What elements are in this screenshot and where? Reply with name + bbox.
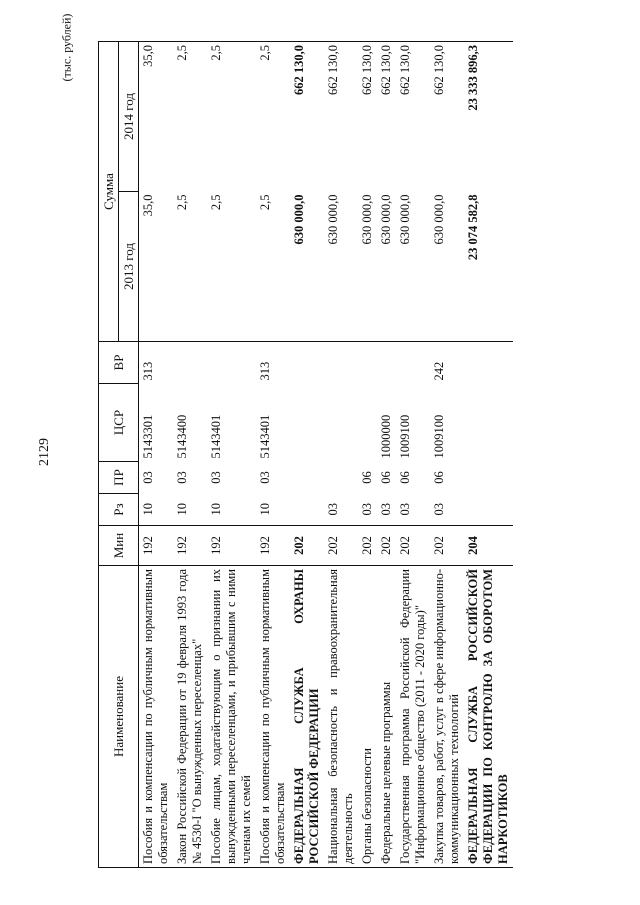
cell-2014: 662 130,0 xyxy=(358,42,377,192)
cell-name: ФЕДЕРАЛЬНАЯ СЛУЖБА ОХРАНЫ РОССИЙСКОЙ ФЕДЕРАЦИИ xyxy=(290,566,324,868)
table-row xyxy=(256,42,290,868)
cell-name: Органы безопасности xyxy=(358,566,377,868)
cell-2013: 630 000,0 xyxy=(398,194,412,245)
cell-csr xyxy=(324,384,358,462)
budget-table xyxy=(98,41,513,868)
cell-2014: 2,5 xyxy=(256,42,290,192)
header-min: Мин xyxy=(99,526,139,566)
cell-csr: 1009100 xyxy=(398,414,412,459)
cell-name: Пособия и компенсации по публичным нормативным обязательствам xyxy=(139,566,174,868)
cell-min: 202 xyxy=(358,526,377,566)
table-body xyxy=(139,42,514,868)
header-row xyxy=(99,42,119,868)
cell-rz: 10 xyxy=(209,503,223,516)
cell-2013: 35,0 xyxy=(141,194,155,217)
cell-vr: 313 xyxy=(256,342,290,384)
table-row xyxy=(464,42,513,868)
cell-2013: 2,5 xyxy=(258,194,272,211)
table-row xyxy=(139,42,174,868)
cell-min: 192 xyxy=(139,526,174,566)
cell-min: 204 xyxy=(464,526,513,566)
cell-2014: 2,5 xyxy=(173,42,207,192)
cell-2013: 2,5 xyxy=(175,194,189,211)
cell-csr: 5143400 xyxy=(175,414,189,459)
cell-rz: 03 xyxy=(432,503,446,516)
cell-vr xyxy=(324,342,358,384)
cell-vr xyxy=(396,342,430,384)
cell-2014: 662 130,0 xyxy=(324,42,358,192)
cell-2014: 35,0 xyxy=(139,42,174,192)
cell-rz xyxy=(290,494,324,526)
cell-2013: 2,5 xyxy=(209,194,223,211)
cell-name: Государственная программа Российской Федерации "Информационное общество (2011 - 2020 годы)" xyxy=(396,566,430,868)
cell-pr: 03 xyxy=(175,471,189,484)
cell-csr: 5143401 xyxy=(258,414,272,459)
cell-csr xyxy=(358,384,377,462)
cell-name: Национальная безопасность и правоохранительная деятельность xyxy=(324,566,358,868)
cell-min: 192 xyxy=(207,526,256,566)
cell-pr xyxy=(324,462,358,494)
cell-vr: 242 xyxy=(430,342,464,384)
cell-vr xyxy=(207,342,256,384)
header-pr: ПР xyxy=(99,462,139,494)
table-row xyxy=(324,42,358,868)
header-name: Наименование xyxy=(99,566,139,868)
cell-pr: 06 xyxy=(379,471,393,484)
cell-name: Пособия и компенсации по публичным нормативным обязательствам xyxy=(256,566,290,868)
cell-pr xyxy=(464,462,513,494)
cell-name: Пособие лицам, ходатайствующим о признании их вынужденными переселенцами, и прибывшим с ними членам их семей xyxy=(207,566,256,868)
header-sum: Сумма xyxy=(99,42,119,342)
cell-pr: 03 xyxy=(258,471,272,484)
table-row xyxy=(377,42,396,868)
cell-2014: 662 130,0 xyxy=(377,42,396,192)
cell-rz: 03 xyxy=(360,503,374,516)
cell-pr: 03 xyxy=(141,471,155,484)
table-row xyxy=(358,42,377,868)
cell-name: Закон Российской Федерации от 19 февраля 1993 года № 4530-I "О вынужденных переселенцах" xyxy=(173,566,207,868)
cell-min: 202 xyxy=(430,526,464,566)
cell-2014: 23 333 896,3 xyxy=(464,42,513,192)
units-label: (тыс. рублей) xyxy=(59,13,74,82)
cell-rz: 03 xyxy=(398,503,412,516)
cell-2014: 662 130,0 xyxy=(396,42,430,192)
cell-vr: 313 xyxy=(139,342,174,384)
cell-2014: 662 130,0 xyxy=(430,42,464,192)
cell-2013: 630 000,0 xyxy=(292,194,306,245)
cell-csr: 1000000 xyxy=(379,414,393,459)
cell-csr: 5143301 xyxy=(141,414,155,459)
cell-pr: 06 xyxy=(432,471,446,484)
cell-pr: 03 xyxy=(209,471,223,484)
cell-rz: 10 xyxy=(175,503,189,516)
table-row xyxy=(290,42,324,868)
cell-min: 202 xyxy=(377,526,396,566)
header-2014: 2014 год xyxy=(119,42,139,192)
cell-2013: 630 000,0 xyxy=(360,194,374,245)
cell-2013: 23 074 582,8 xyxy=(466,194,480,261)
cell-vr xyxy=(173,342,207,384)
table-row xyxy=(396,42,430,868)
cell-name: ФЕДЕРАЛЬНАЯ СЛУЖБА РОССИЙСКОЙ ФЕДЕРАЦИИ ПО КОНТРОЛЮ ЗА ОБОРОТОМ НАРКОТИКОВ xyxy=(464,566,513,868)
header-2013: 2013 год xyxy=(119,192,139,342)
cell-pr: 06 xyxy=(360,471,374,484)
table-row xyxy=(207,42,256,868)
cell-rz xyxy=(464,494,513,526)
cell-csr: 1009100 xyxy=(432,414,446,459)
cell-min: 202 xyxy=(290,526,324,566)
cell-rz: 03 xyxy=(379,503,393,516)
cell-pr: 06 xyxy=(398,471,412,484)
cell-rz: 03 xyxy=(326,503,340,516)
cell-min: 192 xyxy=(173,526,207,566)
header-csr: ЦСР xyxy=(99,384,139,462)
cell-2013: 630 000,0 xyxy=(432,194,446,245)
cell-2013: 630 000,0 xyxy=(379,194,393,245)
cell-rz: 10 xyxy=(141,503,155,516)
cell-vr xyxy=(377,342,396,384)
budget-table-container xyxy=(98,42,606,868)
cell-rz: 10 xyxy=(258,503,272,516)
header-rz: Рз xyxy=(99,494,139,526)
page-number: 2129 xyxy=(37,438,52,466)
cell-name: Федеральные целевые программы xyxy=(377,566,396,868)
cell-vr xyxy=(464,342,513,384)
cell-csr xyxy=(464,384,513,462)
cell-2014: 2,5 xyxy=(207,42,256,192)
cell-name: Закупка товаров, работ, услуг в сфере информационно-коммуникационных технологий xyxy=(430,566,464,868)
cell-vr xyxy=(290,342,324,384)
cell-csr xyxy=(290,384,324,462)
cell-pr xyxy=(290,462,324,494)
cell-2014: 662 130,0 xyxy=(290,42,324,192)
cell-csr: 5143401 xyxy=(209,414,223,459)
header-vr: ВР xyxy=(99,342,139,384)
cell-min: 192 xyxy=(256,526,290,566)
table-row xyxy=(430,42,464,868)
cell-vr xyxy=(358,342,377,384)
table-row xyxy=(173,42,207,868)
cell-min: 202 xyxy=(324,526,358,566)
cell-2013: 630 000,0 xyxy=(326,194,340,245)
cell-min: 202 xyxy=(396,526,430,566)
